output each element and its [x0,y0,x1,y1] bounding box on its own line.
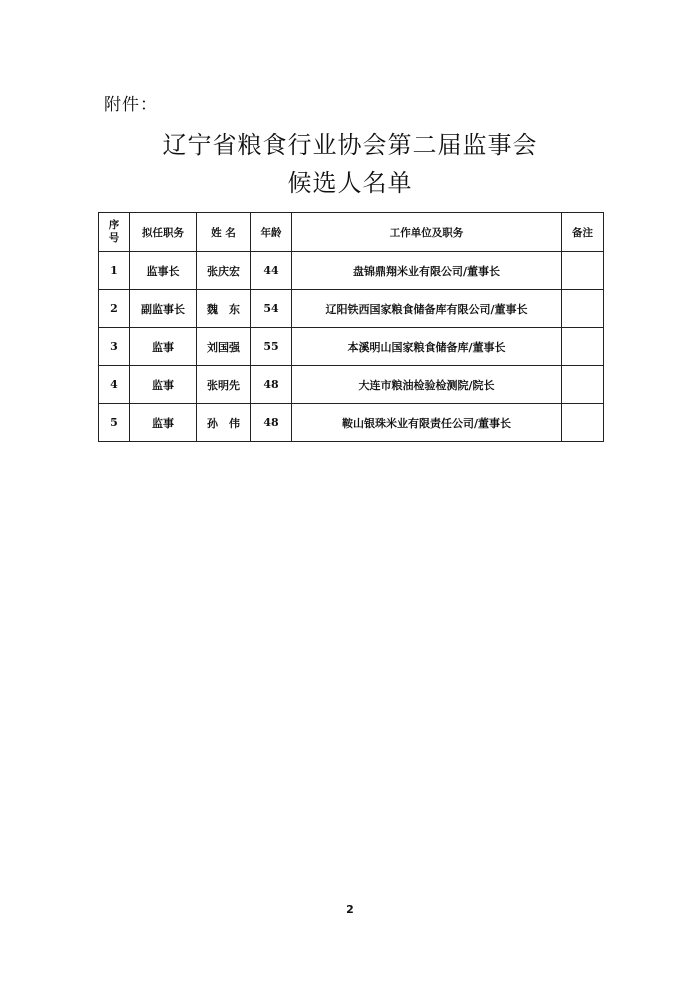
cell-position: 监事长 [130,252,197,290]
column-header-no-bottom: 号 [108,232,120,244]
column-header-no-top: 序 [108,219,120,231]
column-header-position: 拟任职务 [130,213,197,252]
document-title: 辽宁省粮食行业协会第二届监事会 [162,131,538,159]
column-header-unit: 工作单位及职务 [292,213,562,252]
table-row [99,404,604,442]
candidate-table [98,212,604,442]
cell-remarks [562,328,604,366]
cell-position: 副监事长 [130,290,197,328]
cell-no: 1 [99,252,130,290]
cell-remarks [562,290,604,328]
cell-name: 张明先 [197,366,251,404]
column-header-no [99,213,130,252]
cell-unit: 本溪明山国家粮食储备库/董事长 [292,328,562,366]
cell-remarks [562,404,604,442]
cell-no: 3 [99,328,130,366]
cell-remarks [562,252,604,290]
cell-position: 监事 [130,366,197,404]
page-number: 2 [346,903,354,916]
attachment-label: 附件： [104,95,158,115]
cell-age: 44 [251,252,292,290]
cell-age: 55 [251,328,292,366]
column-header-name: 姓 名 [197,213,251,252]
cell-remarks [562,366,604,404]
cell-name: 孙 伟 [197,404,251,442]
cell-unit: 辽阳铁西国家粮食储备库有限公司/董事长 [292,290,562,328]
cell-no: 5 [99,404,130,442]
table-row [99,328,604,366]
cell-name: 魏 东 [197,290,251,328]
table-header-row [99,213,604,252]
cell-no: 4 [99,366,130,404]
cell-age: 54 [251,290,292,328]
cell-age: 48 [251,404,292,442]
cell-unit: 大连市粮油检验检测院/院长 [292,366,562,404]
cell-no: 2 [99,290,130,328]
column-header-remarks: 备注 [562,213,604,252]
table-row [99,252,604,290]
cell-age: 48 [251,366,292,404]
cell-position: 监事 [130,328,197,366]
document-subtitle: 候选人名单 [287,169,413,197]
column-header-age: 年龄 [251,213,292,252]
cell-unit: 盘锦鼎翔米业有限公司/董事长 [292,252,562,290]
cell-unit: 鞍山银珠米业有限责任公司/董事长 [292,404,562,442]
cell-position: 监事 [130,404,197,442]
cell-name: 张庆宏 [197,252,251,290]
table-row [99,366,604,404]
cell-name: 刘国强 [197,328,251,366]
table-row [99,290,604,328]
